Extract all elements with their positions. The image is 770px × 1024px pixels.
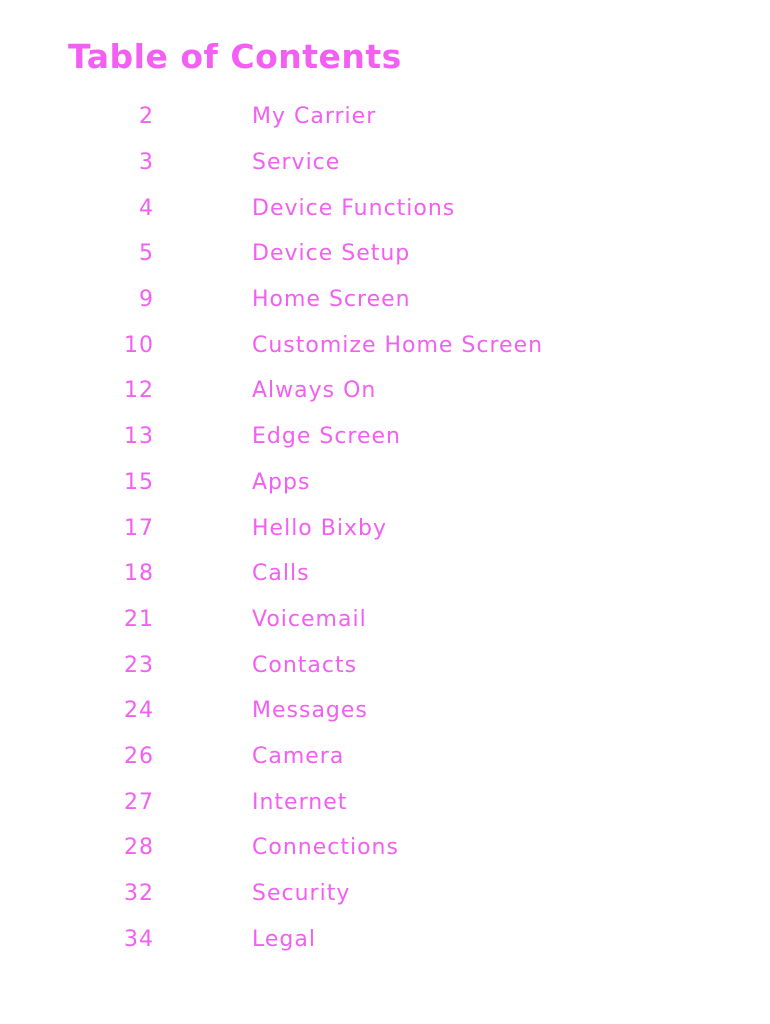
toc-page-number: 18 (124, 561, 154, 587)
toc-page-number: 26 (124, 743, 154, 769)
toc-entry[interactable] (0, 505, 770, 551)
toc-entry-label: Device Functions (252, 195, 456, 221)
toc-entry-label: Service (252, 150, 341, 176)
toc-page-number: 4 (139, 195, 154, 221)
toc-page-number: 12 (124, 378, 154, 404)
toc-entry-label: Apps (252, 469, 311, 495)
toc-page-number: 23 (124, 652, 154, 678)
toc-entry[interactable] (0, 825, 770, 871)
toc-entry-label: Legal (252, 926, 316, 952)
toc-entry[interactable] (0, 140, 770, 186)
toc-entry[interactable] (0, 460, 770, 506)
toc-entry-label: Calls (252, 561, 310, 587)
toc-entry[interactable] (0, 871, 770, 917)
toc-page-number: 3 (139, 150, 154, 176)
toc-entry[interactable] (0, 688, 770, 734)
toc-entry-label: Customize Home Screen (252, 332, 544, 358)
toc-entry-label: Always On (252, 378, 377, 404)
toc-entry-label: Messages (252, 698, 368, 724)
toc-entry[interactable] (0, 916, 770, 962)
toc-list (0, 94, 770, 962)
toc-page-number: 27 (124, 789, 154, 815)
toc-page-number: 2 (139, 104, 154, 130)
toc-page-number: 13 (124, 424, 154, 450)
toc-entry-label: My Carrier (252, 104, 377, 130)
toc-page-number: 28 (124, 835, 154, 861)
toc-entry-label: Connections (252, 835, 399, 861)
toc-entry-label: Voicemail (252, 606, 367, 632)
toc-entry-label: Hello Bixby (252, 515, 387, 541)
toc-entry[interactable] (0, 642, 770, 688)
toc-entry[interactable] (0, 277, 770, 323)
toc-entry[interactable] (0, 551, 770, 597)
toc-page-number: 9 (139, 287, 154, 313)
toc-entry-label: Camera (252, 743, 345, 769)
toc-entry[interactable] (0, 94, 770, 140)
page-title: Table of Contents (68, 37, 402, 76)
toc-entry-label: Contacts (252, 652, 358, 678)
toc-entry[interactable] (0, 414, 770, 460)
toc-entry-label: Edge Screen (252, 424, 401, 450)
toc-entry[interactable] (0, 597, 770, 643)
toc-entry[interactable] (0, 368, 770, 414)
toc-page-number: 5 (139, 241, 154, 267)
toc-entry[interactable] (0, 779, 770, 825)
toc-entry-label: Device Setup (252, 241, 411, 267)
toc-page-number: 24 (124, 698, 154, 724)
toc-page-number: 15 (124, 469, 154, 495)
toc-entry-label: Home Screen (252, 287, 411, 313)
toc-entry-label: Security (252, 881, 351, 907)
toc-page-number: 10 (124, 332, 154, 358)
toc-entry[interactable] (0, 734, 770, 780)
toc-entry-label: Internet (252, 789, 348, 815)
toc-entry[interactable] (0, 231, 770, 277)
toc-page-number: 34 (124, 926, 154, 952)
toc-page-number: 17 (124, 515, 154, 541)
toc-page-number: 32 (124, 881, 154, 907)
toc-entry[interactable] (0, 185, 770, 231)
toc-page-number: 21 (124, 606, 154, 632)
toc-entry[interactable] (0, 322, 770, 368)
